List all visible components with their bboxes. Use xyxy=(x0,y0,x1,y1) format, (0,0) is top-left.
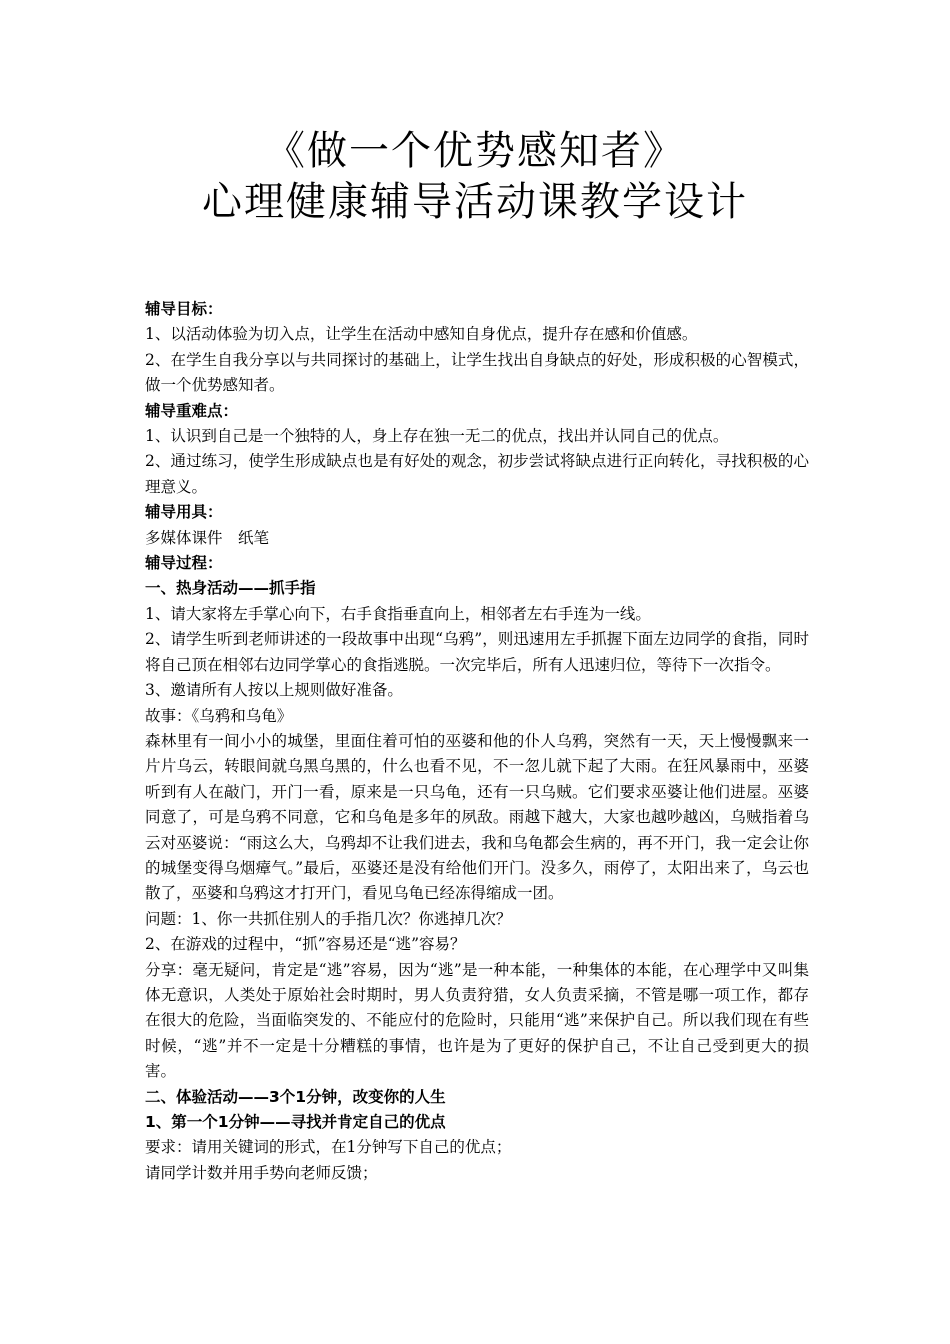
title-line-1: 《做一个优势感知者》 xyxy=(265,128,685,174)
story-text: 森林里有一间小小的城堡，里面住着可怕的巫婆和他的仆人乌鸦，突然有一天，天上慢慢飘来一片片乌云，转眼间就乌黑乌黑的，什么也看不见，不一忽儿就下起了大雨。在狂风暴雨中，巫婆听到有人在敲门，开门一看，原来是一只乌龟，还有一只乌贼。它们要求巫婆让他们进屋。巫婆同意了，可是乌鸦不同意，它和乌龟是多年的夙敌。雨越下越大，大家也越吵越凶，乌贼指着乌云对巫婆说：“雨这么大，乌鸦却不让我们进去，我和乌龟都会生病的，再不开门，我一定会让你的城堡变得乌烟瘴气。”最后，巫婆还是没有给他们开门。没多久，雨停了，太阳出来了，乌云也散了，巫婆和乌鸦这才打开门，看见乌龟已经冻得缩成一团。 xyxy=(145,731,809,903)
question-2: 2、在游戏的过程中，“抓”容易还是“逃”容易？ xyxy=(145,935,466,954)
document-body xyxy=(145,297,809,1186)
part1-step-1: 1、请大家将左手掌心向下，右手食指垂直向上，相邻者左右手连为一线。 xyxy=(145,604,651,623)
share-text: 分享：毫无疑问，肯定是“逃”容易，因为“逃”是一种本能，一种集体的本能，在心理学中又叫集体无意识，人类处于原始社会时期时，男人负责狩猎，女人负责采摘，不管是哪一项工作，都存在很大的危险，当面临突发的、不能应付的危险时，只能用“逃”来保护自己。所以我们现在有些时候，“逃”并不一定是十分糟糕的事情，也许是为了更好的保护自己，不让自己受到更大的损害。 xyxy=(145,960,809,1081)
part1-heading: 一、热身活动——抓手指 xyxy=(145,579,316,598)
title-line-2: 心理健康辅导活动课教学设计 xyxy=(202,179,748,225)
goals-heading: 辅导目标： xyxy=(145,300,223,318)
key-point-1: 1、认识到自己是一个独特的人，身上存在独一无二的优点，找出并认同自己的优点。 xyxy=(145,427,729,446)
tools-text: 多媒体课件 纸笔 xyxy=(145,528,270,547)
part1-step-2: 2、请学生听到老师讲述的一段故事中出现“乌鸦”，则迅速用左手抓握下面左边同学的食指，同时将自己顶在相邻右边同学掌心的食指逃脱。一次完毕后，所有人迅速归位，等待下一次指令。 xyxy=(145,630,809,674)
key-point-2: 2、通过练习，使学生形成缺点也是有好处的观念，初步尝试将缺点进行正向转化，寻找积极的心理意义。 xyxy=(145,452,809,496)
part1-step-3: 3、邀请所有人按以上规则做好准备。 xyxy=(145,681,403,700)
part2-feedback: 请同学计数并用手势向老师反馈； xyxy=(145,1163,378,1182)
part2-requirement: 要求：请用关键词的形式，在1分钟写下自己的优点； xyxy=(145,1138,512,1157)
process-heading: 辅导过程： xyxy=(145,554,223,573)
part2-sub1-heading: 1、第一个1分钟——寻找并肯定自己的优点 xyxy=(145,1113,446,1131)
tools-heading: 辅导用具： xyxy=(145,503,223,522)
part2-heading: 二、体验活动——3个1分钟，改变你的人生 xyxy=(145,1087,446,1106)
goal-item-2: 2、在学生自我分享以与共同探讨的基础上，让学生找出自身缺点的好处，形成积极的心智模式，做一个优势感知者。 xyxy=(145,350,809,395)
key-points-heading: 辅导重难点： xyxy=(145,401,239,420)
story-title: 故事：《乌鸦和乌龟》 xyxy=(145,706,293,725)
question-1: 问题：1、你一共抓住别人的手指几次？你逃掉几次？ xyxy=(145,909,512,928)
goal-item-1: 1、以活动体验为切入点，让学生在活动中感知自身优点，提升存在感和价值感。 xyxy=(145,325,698,344)
